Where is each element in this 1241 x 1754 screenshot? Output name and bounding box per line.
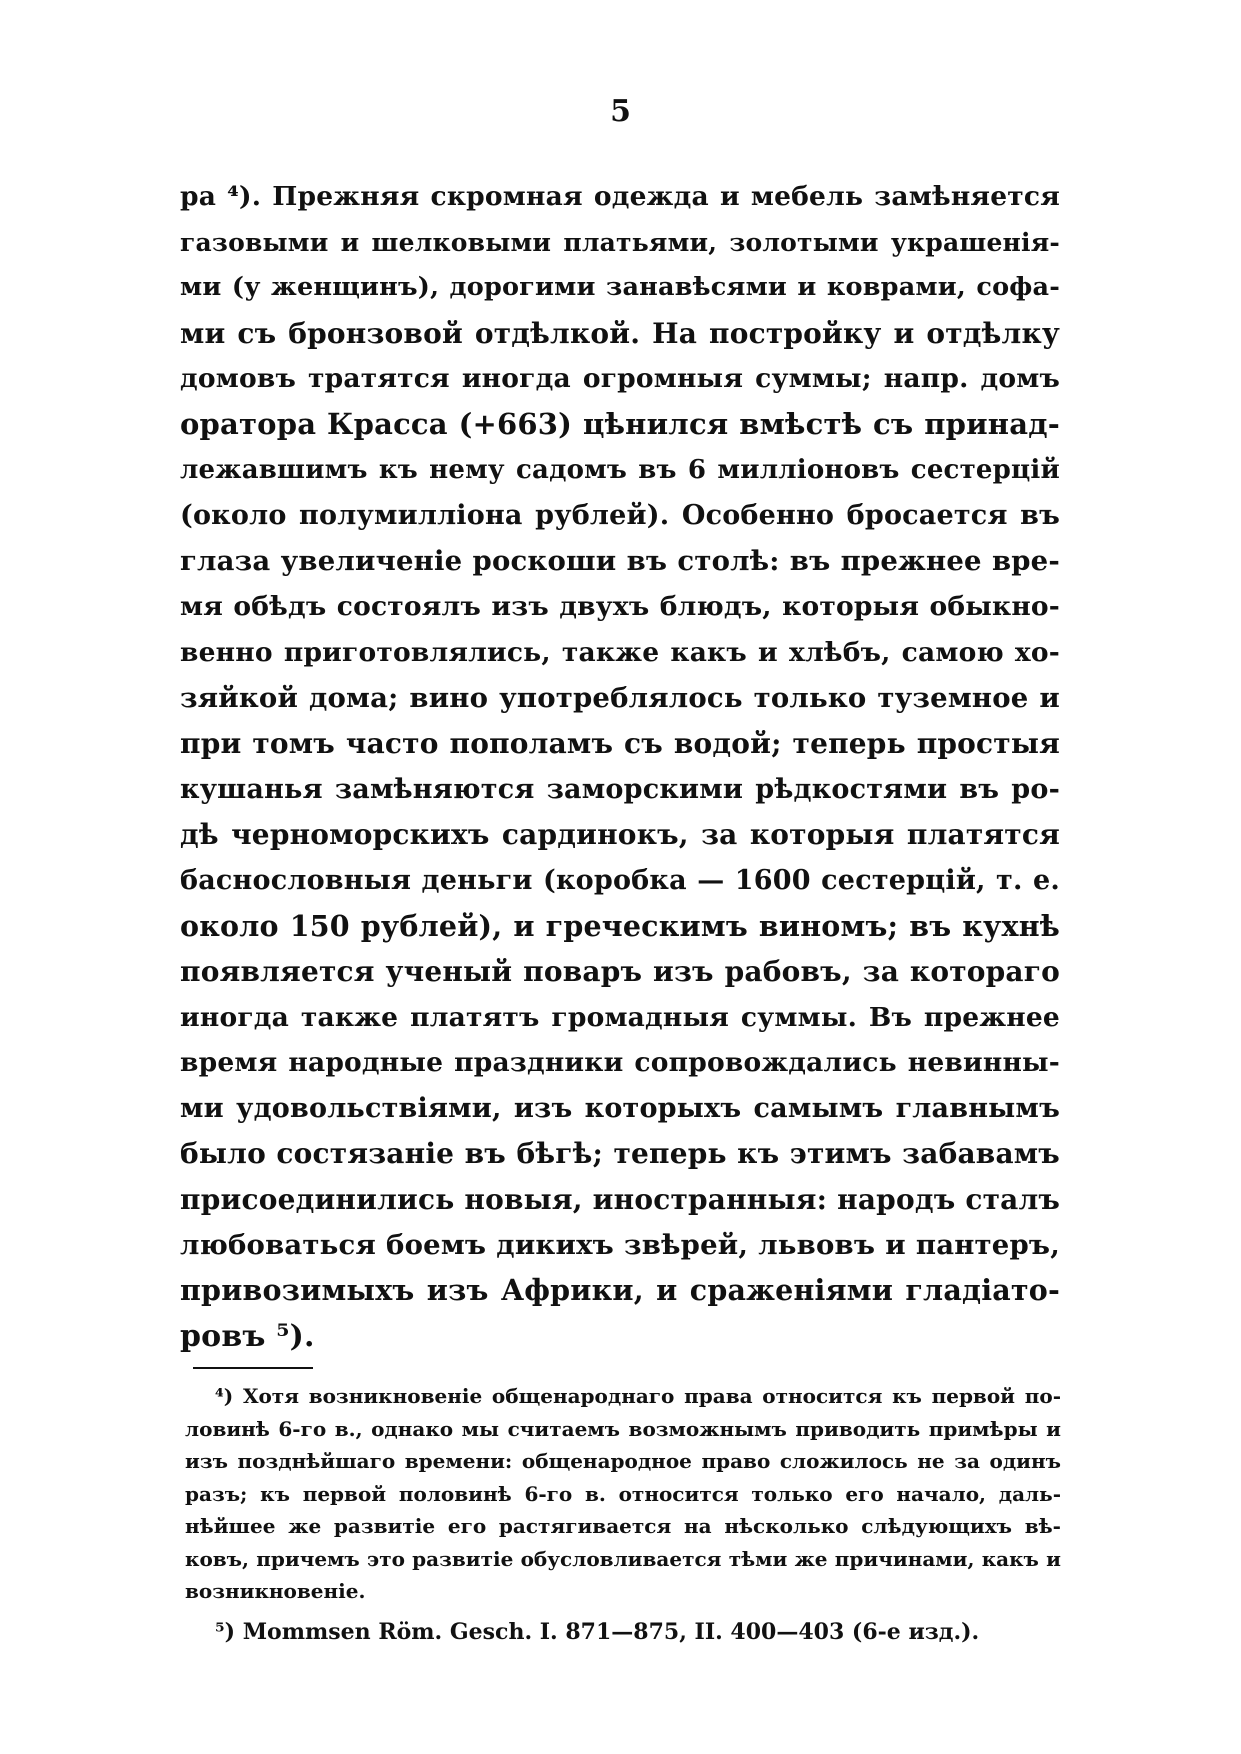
text-line: глаза увеличеніе роскоши въ столѣ: въ прежнее вре- <box>180 544 1060 577</box>
footnote-line: изъ позднѣйшаго времени: общенародное право сложилось не за одинъ <box>185 1449 1061 1473</box>
text-line: присоединились новыя, иностранныя: народъ сталъ <box>180 1183 1061 1217</box>
text-line: зяйкой дома; вино употреблялось только туземное и <box>180 681 1060 714</box>
footnote-divider <box>193 1367 313 1369</box>
footnote-line: нѣйшее же развитіе его растягивается на нѣсколько слѣдующихъ вѣ- <box>185 1514 1061 1538</box>
text-line: домовъ тратятся иногда огромныя суммы; напр. домъ <box>180 363 1060 395</box>
text-line: появляется ученый поваръ изъ рабовъ, за котораго <box>180 955 1060 989</box>
text-line: баснословныя деньги (коробка — 1600 сестерцій, т. е. <box>180 864 1060 896</box>
text-line: газовыми и шелковыми платьями, золотыми украшенія- <box>180 227 1060 257</box>
text-line: ми удовольствіями, изъ которыхъ самымъ главнымъ <box>180 1092 1060 1124</box>
text-line: было состязаніе въ бѣгѣ; теперь къ этимъ забавамъ <box>180 1137 1060 1171</box>
text-line: любоваться боемъ дикихъ звѣрей, львовъ и пантеръ, <box>180 1228 1060 1261</box>
footnote-line: возникновеніе. <box>185 1579 366 1603</box>
footnotes <box>185 1380 1061 1648</box>
footnote-line: разъ; къ первой половинѣ 6-го в. относится только его начало, даль- <box>185 1481 1061 1506</box>
main-text <box>180 174 1060 1359</box>
text-line: кушанья замѣняются заморскими рѣдкостями въ ро- <box>180 773 1060 805</box>
text-line: лежавшимъ къ нему садомъ въ 6 милліоновъ сестерцій <box>180 454 1060 485</box>
text-line: около 150 рублей), и греческимъ виномъ; въ кухнѣ <box>180 908 1060 943</box>
text-line: мя обѣдъ состоялъ изъ двухъ блюдъ, которыя обыкно- <box>180 591 1060 623</box>
footnote-4 <box>185 1380 1061 1608</box>
text-line: ми (у женщинъ), дорогими занавѣсями и коврами, софа- <box>180 272 1060 303</box>
text-line: венно приготовлялись, также какъ и хлѣбъ, самою хо- <box>180 636 1060 668</box>
text-line: дѣ черноморскихъ сардинокъ, за которыя платятся <box>180 818 1060 852</box>
text-line: при томъ часто пополамъ съ водой; теперь простыя <box>180 727 1060 761</box>
text-line: оратора Красса (+663) цѣнился вмѣстѣ съ принад- <box>180 406 1060 441</box>
page-number: 5 <box>610 94 631 129</box>
text-line: привозимыхъ изъ Африки, и сраженіями гладіато- <box>180 1273 1060 1308</box>
text-line: (около полумилліона рублей). Особенно бросается въ <box>180 500 1060 532</box>
footnote-5: ⁵) Mommsen Röm. Gesch. I. 871—875, II. 400—403 (6-е изд.). <box>215 1618 980 1645</box>
text-line: ровъ ⁵). <box>180 1318 315 1354</box>
footnote-line: ловинѣ 6-го в., однако мы считаемъ возможнымъ приводить примѣры и <box>185 1416 1061 1441</box>
text-line: иногда также платятъ громадныя суммы. Въ прежнее <box>180 1001 1060 1033</box>
footnote-line: ковъ, причемъ это развитіе обусловливается тѣми же причинами, какъ и <box>185 1546 1061 1571</box>
text-line: ра ⁴). Прежняя скромная одежда и мебель замѣняется <box>180 181 1060 212</box>
footnote-line: ⁴) Хотя возникновеніе общенароднаго права относится къ первой по- <box>215 1384 1061 1408</box>
text-line: ми съ бронзовой отдѣлкой. На постройку и отдѣлку <box>180 316 1060 350</box>
text-line: время народные праздники сопровождались невинны- <box>180 1047 1060 1079</box>
